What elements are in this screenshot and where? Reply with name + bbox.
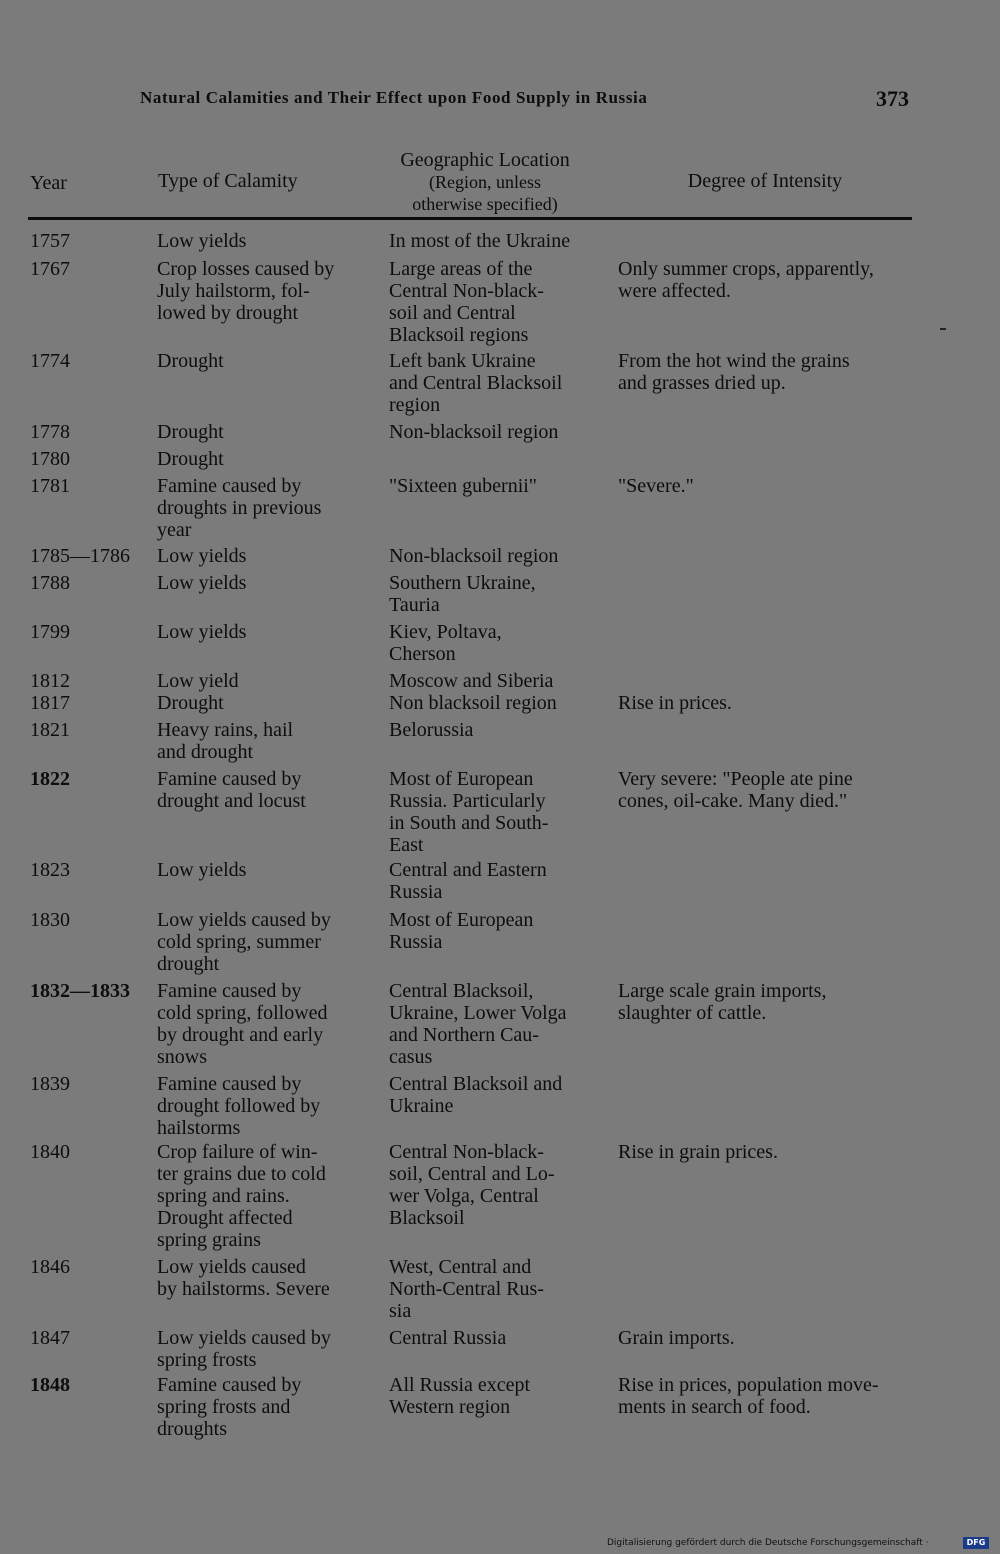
cell-line: Russia [389,881,443,903]
geographic-location-cell [389,230,585,252]
year-cell: 1846 [30,1256,70,1278]
column-header-intensity: Degree of Intensity [687,170,843,192]
cell-line: cones, oil-cake. Many died." [618,790,848,812]
cell-line: Russia [389,931,443,953]
calamity-type-cell [157,421,355,443]
header-rule [28,217,912,220]
cell-line: and drought [157,741,254,763]
cell-line: were affected. [618,280,731,302]
year-cell: 1848 [30,1374,70,1396]
geographic-location-cell [389,670,585,692]
cell-line: Drought [157,350,224,372]
intensity-cell [618,475,918,497]
cell-line: Low yields [157,230,247,252]
geographic-location-cell [389,692,585,714]
cell-line: Low yields caused [157,1256,306,1278]
year-cell: 1781 [30,475,70,497]
cell-line: cold spring, summer [157,931,321,953]
cell-line: Low yields caused by [157,909,331,931]
year-cell: 1840 [30,1141,70,1163]
cell-line: Low yields [157,859,247,881]
cell-line: Central Russia [389,1327,507,1349]
geographic-location-cell [389,909,585,953]
calamity-type-cell [157,1256,355,1300]
cell-line: snows [157,1046,208,1068]
cell-line: Central Non-black- [389,280,544,302]
geographic-location-cell [389,421,585,443]
year-cell: 1823 [30,859,70,881]
geographic-location-cell [389,859,585,903]
cell-line: spring frosts and [157,1396,291,1418]
year-cell: 1780 [30,448,70,470]
cell-line: Drought [157,692,224,714]
cell-line: Only summer crops, apparently, [618,258,874,280]
cell-line: Rise in prices, population move- [618,1374,879,1396]
cell-line: Low yields caused by [157,1327,331,1349]
cell-line: "Severe." [618,475,694,497]
cell-line: Left bank Ukraine [389,350,536,372]
year-cell: 1847 [30,1327,70,1349]
calamity-type-cell [157,1327,355,1371]
cell-line: and Central Blacksoil [389,372,563,394]
dfg-logo: DFG [963,1537,989,1549]
cell-line: Central Blacksoil and [389,1073,563,1095]
calamity-type-cell [157,670,355,692]
cell-line: From the hot wind the grains [618,350,850,372]
column-header-geographic-location [380,149,590,215]
geographic-location-cell [389,621,585,665]
intensity-cell [618,692,918,714]
cell-line: Large scale grain imports, [618,980,827,1002]
cell-line: by hailstorms. Severe [157,1278,330,1300]
cell-line: soil and Central [389,302,516,324]
geographic-location-cell [389,258,585,346]
calamity-type-cell [157,572,355,594]
geographic-location-cell [389,1256,585,1322]
year-cell: 1832—1833 [30,980,130,1002]
cell-line: Famine caused by [157,980,302,1002]
cell-line: ter grains due to cold [157,1163,326,1185]
cell-line: Low yields [157,545,247,567]
cell-line: All Russia except [389,1374,531,1396]
cell-line: Famine caused by [157,475,302,497]
intensity-cell [618,350,918,394]
cell-line: July hailstorm, fol- [157,280,310,302]
cell-line: Ukraine [389,1095,454,1117]
cell-line: and Northern Cau- [389,1024,539,1046]
cell-line: Kiev, Poltava, [389,621,502,643]
cell-line: Famine caused by [157,768,302,790]
cell-line: drought and locust [157,790,306,812]
cell-line: In most of the Ukraine [389,230,571,252]
cell-line: Low yields [157,572,247,594]
cell-line: Grain imports. [618,1327,735,1349]
cell-line: Crop losses caused by [157,258,335,280]
running-head: Natural Calamities and Their Effect upon Food Supply in Russia [140,88,648,107]
year-cell: 1817 [30,692,70,714]
cell-line: Rise in grain prices. [618,1141,778,1163]
cell-line: drought followed by [157,1095,321,1117]
cell-line: soil, Central and Lo- [389,1163,555,1185]
cell-line: Blacksoil [389,1207,465,1229]
cell-line: spring grains [157,1229,261,1251]
cell-line: Central and Eastern [389,859,547,881]
cell-line: Low yields [157,621,247,643]
calamity-type-cell [157,1073,355,1139]
cell-line: Southern Ukraine, [389,572,536,594]
cell-line: Very severe: "People ate pine [618,768,853,790]
intensity-cell [618,1327,918,1349]
cell-line: Non-blacksoil region [389,545,559,567]
calamity-type-cell [157,1374,355,1440]
geo-header-line: otherwise specified) [412,194,558,214]
cell-line: Low yield [157,670,239,692]
geographic-location-cell [389,350,585,416]
year-cell: 1812 [30,670,70,692]
calamity-type-cell [157,909,355,975]
year-cell: 1757 [30,230,70,252]
cell-line: hailstorms [157,1117,241,1139]
year-cell: 1778 [30,421,70,443]
cell-line: Tauria [389,594,440,616]
cell-line: Moscow and Siberia [389,670,554,692]
intensity-cell [618,1141,918,1163]
calamity-type-cell [157,719,355,763]
cell-line: cold spring, followed [157,1002,328,1024]
cell-line: slaughter of cattle. [618,1002,767,1024]
geographic-location-cell [389,719,585,741]
cell-line: Central Non-black- [389,1141,544,1163]
geographic-location-cell [389,1374,585,1418]
cell-line: Non blacksoil region [389,692,557,714]
geographic-location-cell [389,768,585,856]
year-cell: 1839 [30,1073,70,1095]
year-cell: 1774 [30,350,70,372]
cell-line: by drought and early [157,1024,324,1046]
cell-line: Belorussia [389,719,474,741]
cell-line: casus [389,1046,433,1068]
page-number: 373 [876,86,909,111]
calamity-type-cell [157,475,355,541]
year-cell: 1821 [30,719,70,741]
geographic-location-cell [389,545,585,567]
cell-line: lowed by drought [157,302,299,324]
cell-line: "Sixteen gubernii" [389,475,537,497]
calamity-type-cell [157,258,355,324]
calamity-type-cell [157,621,355,643]
digitization-credit: Digitalisierung gefördert durch die Deutsche Forschungsgemeinschaft · [607,1538,929,1548]
cell-line: Russia. Particularly [389,790,546,812]
calamity-type-cell [157,1141,355,1251]
intensity-cell [618,980,918,1024]
geographic-location-cell [389,1073,585,1117]
cell-line: region [389,394,441,416]
cell-line: drought [157,953,220,975]
year-cell: 1822 [30,768,70,790]
cell-line: spring and rains. [157,1185,290,1207]
cell-line: Famine caused by [157,1374,302,1396]
cell-line: East [389,834,424,856]
cell-line: Heavy rains, hail [157,719,294,741]
cell-line: Cherson [389,643,456,665]
geographic-location-cell [389,1141,585,1229]
year-cell: 1785—1786 [30,545,130,567]
year-cell: 1788 [30,572,70,594]
cell-line: Drought affected [157,1207,293,1229]
calamity-type-cell [157,545,355,567]
table-header [0,146,1000,220]
cell-line: Western region [389,1396,511,1418]
cell-line: Drought [157,448,224,470]
calamity-type-cell [157,980,355,1068]
cell-line: in South and South- [389,812,549,834]
intensity-cell [618,1374,918,1418]
cell-line: Blacksoil regions [389,324,529,346]
cell-line: wer Volga, Central [389,1185,539,1207]
cell-line: and grasses dried up. [618,372,786,394]
cell-line: droughts in previous [157,497,322,519]
cell-line: Non-blacksoil region [389,421,559,443]
calamity-type-cell [157,692,355,714]
intensity-cell [618,768,918,812]
year-cell: 1767 [30,258,70,280]
cell-line: West, Central and [389,1256,532,1278]
geo-header-line: (Region, unless [429,172,541,192]
cell-line: year [157,519,192,541]
cell-line: sia [389,1300,412,1322]
cell-line: Most of European [389,768,534,790]
column-header-type: Type of Calamity [158,170,298,192]
geographic-location-cell [389,980,585,1068]
cell-line: spring frosts [157,1349,257,1371]
year-cell: 1799 [30,621,70,643]
calamity-type-cell [157,768,355,812]
cell-line: Central Blacksoil, [389,980,534,1002]
cell-line: Rise in prices. [618,692,732,714]
geographic-location-cell [389,1327,585,1349]
cell-line: Most of European [389,909,534,931]
geo-header-line: Geographic Location [400,149,570,171]
cell-line: Crop failure of win- [157,1141,318,1163]
geographic-location-cell [389,475,585,497]
intensity-cell [618,258,918,302]
cell-line: droughts [157,1418,227,1440]
cell-line: Drought [157,421,224,443]
scan-speck [940,328,946,330]
calamity-type-cell [157,350,355,372]
year-cell: 1830 [30,909,70,931]
calamity-type-cell [157,230,355,252]
column-header-year: Year [30,172,67,194]
cell-line: ments in search of food. [618,1396,811,1418]
calamity-type-cell [157,448,355,470]
cell-line: Ukraine, Lower Volga [389,1002,567,1024]
geographic-location-cell [389,572,585,616]
cell-line: Large areas of the [389,258,533,280]
cell-line: Famine caused by [157,1073,302,1095]
calamity-type-cell [157,859,355,881]
cell-line: North-Central Rus- [389,1278,544,1300]
